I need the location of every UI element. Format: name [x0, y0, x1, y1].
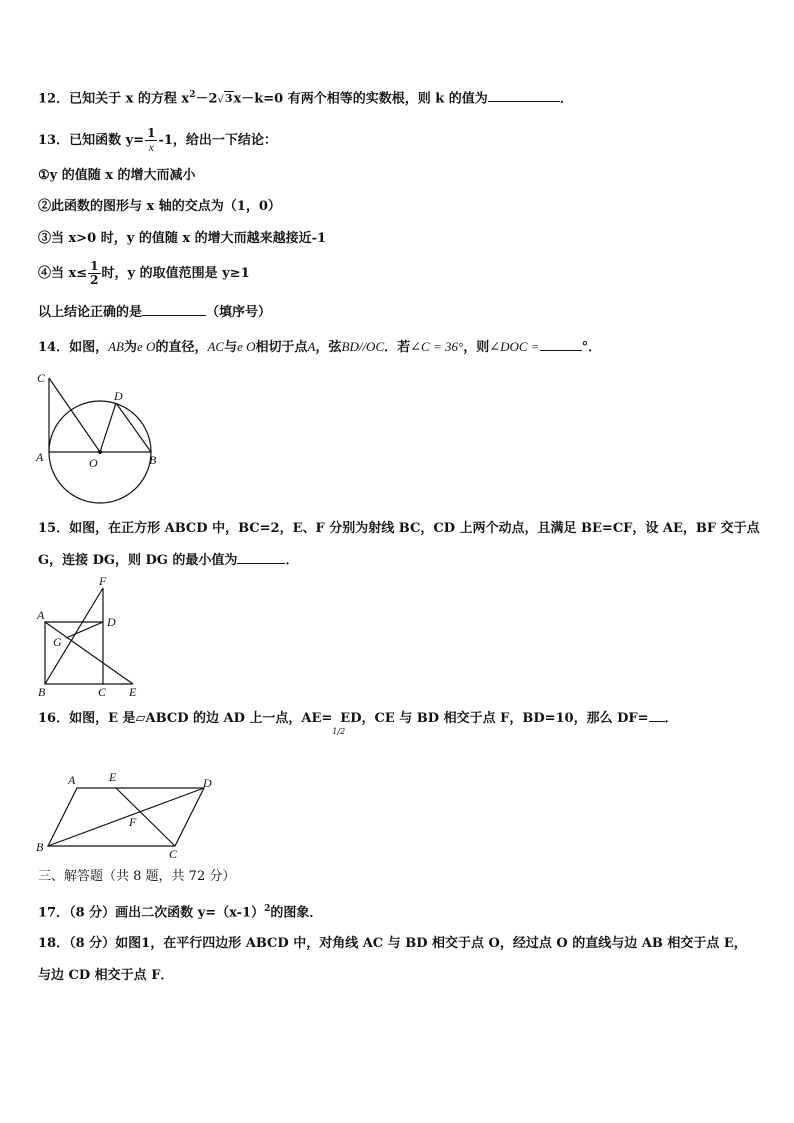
q13-fraction — [145, 127, 157, 154]
q12-radicand: 3 — [224, 92, 233, 106]
q18-line1: （8 分）如图1，在平行四边形 ABCD 中，对角线 AC 与 BD 相交于点 O，经过点 O 的直线与边 AB 相交于点 E， — [69, 936, 747, 951]
q14-ac: AC — [207, 339, 225, 354]
q14-segment-co — [49, 378, 100, 452]
q15-segment-dg — [66, 622, 103, 638]
q14-angle-c: ∠C = 36° — [410, 339, 464, 354]
q16-label-f: F — [129, 815, 137, 829]
q14-t5: 相切于点 — [255, 340, 308, 355]
q16-text-b: ED，CE 与 BD 相交于点 F，BD=10，那么 DF= — [340, 711, 649, 726]
q14-t8: ，则 — [463, 340, 490, 355]
q14-figure — [30, 368, 170, 508]
q13-conclusion-2: ②此函数的图形与 x 轴的交点为（1，0） — [38, 199, 281, 214]
q16-half-fraction — [332, 709, 346, 736]
q14-t6: ，弦 — [315, 340, 342, 355]
q14-label-o: O — [89, 456, 98, 470]
q16-text-c: ． — [664, 711, 678, 726]
q14-label-d: D — [114, 389, 123, 403]
q13-c4-text-a: ④当 x≤ — [38, 266, 88, 281]
q15-label-f: F — [99, 574, 107, 588]
q13-c4-text-b: 时，y 的取值范围是 y≥1 — [101, 266, 250, 281]
q15-label-b: B — [38, 685, 46, 699]
q13-text-b: -1，给出一下结论： — [158, 133, 277, 148]
question-15-line-2 — [38, 551, 298, 570]
q16-half-value: 1/2 — [332, 727, 346, 736]
q17-text-a: （8 分）画出二次函数 y=（x-1） — [69, 905, 265, 921]
question-18-line-2: 与边 CD 相交于点 F． — [38, 968, 174, 983]
q14-label-c: C — [37, 371, 46, 385]
q15-figure — [32, 572, 152, 700]
question-13 — [38, 127, 277, 154]
q16-text-a: 如图，E 是▱ABCD 的边 AD 上一点，AE= — [69, 711, 333, 726]
q13-tail-b: （填序号） — [206, 305, 272, 320]
q14-t3: 的直径， — [155, 340, 208, 355]
q14-point-a: A — [307, 339, 316, 354]
q15-number: 15． — [38, 521, 70, 536]
q14-t7: ．若 — [384, 340, 411, 355]
q14-label-a: A — [36, 450, 44, 464]
q14-bd-parallel-oc: BD//OC — [341, 339, 385, 354]
q14-t2: 为 — [124, 340, 138, 355]
q13-frac-num: 1 — [147, 126, 156, 140]
q12-number: 12． — [38, 91, 70, 107]
q15-line2-b: ． — [285, 553, 299, 568]
q13-c4-frac-den: 2 — [90, 273, 99, 287]
q12-end: ． — [559, 91, 573, 107]
q14-t4: 与 — [224, 340, 238, 355]
q15-label-d: D — [107, 615, 116, 629]
q16-answer-blank — [649, 709, 665, 722]
q15-answer-blank — [237, 551, 285, 564]
q13-c4-frac-num: 1 — [90, 259, 99, 273]
q13-tail — [38, 303, 271, 322]
q15-label-a: A — [37, 608, 45, 622]
q16-label-d: D — [203, 776, 212, 790]
question-16 — [38, 709, 678, 736]
q16-label-b: B — [36, 840, 44, 854]
q16-diagonal-bd — [48, 788, 204, 846]
q15-line2-a: G，连接 DG，则 DG 的最小值为 — [38, 553, 238, 568]
q14-ab: AB — [108, 339, 124, 354]
q13-conclusion-3: ③当 x>0 时，y 的值随 x 的增大而越来越接近-1 — [38, 231, 327, 246]
q15-label-g: G — [53, 635, 62, 649]
q14-segment-od — [100, 403, 116, 452]
q14-center-dot — [99, 451, 102, 454]
question-14 — [38, 338, 601, 357]
q12-text-c: x－k=0 有两个相等的实数根，则 k 的值为 — [233, 91, 488, 107]
q13-conclusion-4 — [38, 260, 250, 287]
q13-frac-den: x — [148, 140, 154, 154]
q15-square-abcd — [45, 622, 103, 684]
q14-chord-bd — [116, 403, 151, 452]
q15-segment-ae — [45, 622, 133, 684]
q16-label-a: A — [68, 773, 76, 787]
q12-answer-blank — [488, 89, 560, 102]
q14-angle-doc: ∠DOC = — [489, 339, 540, 354]
q14-t9: °． — [581, 340, 602, 355]
q15-label-c: C — [98, 685, 107, 699]
q13-c4-fraction — [88, 260, 100, 287]
q14-circle-o-1: e O — [137, 339, 156, 354]
q16-label-e: E — [109, 770, 117, 784]
q14-circle-o-2: e O — [237, 339, 256, 354]
question-12 — [38, 86, 573, 109]
q17-text-b: 的图象． — [270, 905, 323, 921]
q15-label-e: E — [129, 685, 137, 699]
q16-figure — [30, 768, 226, 860]
sqrt-icon: √ — [217, 94, 224, 106]
q16-label-c: C — [169, 847, 178, 861]
q13-text-a: 已知函数 y= — [69, 133, 145, 148]
q14-t1: 如图， — [69, 340, 109, 355]
q13-conclusion-1: ①y 的值随 x 的增大而减小 — [38, 168, 196, 183]
q13-number: 13． — [38, 133, 70, 148]
question-18-line-1 — [38, 935, 747, 953]
q13-tail-a: 以上结论正确的是 — [38, 305, 143, 320]
q12-text-b: －2 — [195, 91, 218, 107]
q17-number: 17． — [38, 905, 70, 921]
q16-number: 16． — [38, 711, 70, 726]
q12-text-a: 已知关于 x 的方程 x — [69, 91, 190, 107]
section-3-heading: 三、解答题（共 8 题，共 72 分） — [38, 869, 236, 884]
q14-label-b: B — [149, 453, 157, 467]
q18-number: 18． — [38, 936, 70, 951]
q14-number: 14． — [38, 340, 70, 355]
question-17 — [38, 900, 322, 922]
q12-exponent: 2 — [189, 90, 196, 100]
q14-answer-blank — [540, 338, 582, 351]
q15-line1: 如图，在正方形 ABCD 中，BC=2，E、F 分别为射线 BC，CD 上两个动点，且满足 BE=CF，设 AE，BF 交于点 — [69, 521, 760, 536]
question-15-line-1 — [38, 520, 760, 538]
q17-exponent: 2 — [264, 904, 271, 914]
q13-answer-blank — [142, 303, 206, 316]
